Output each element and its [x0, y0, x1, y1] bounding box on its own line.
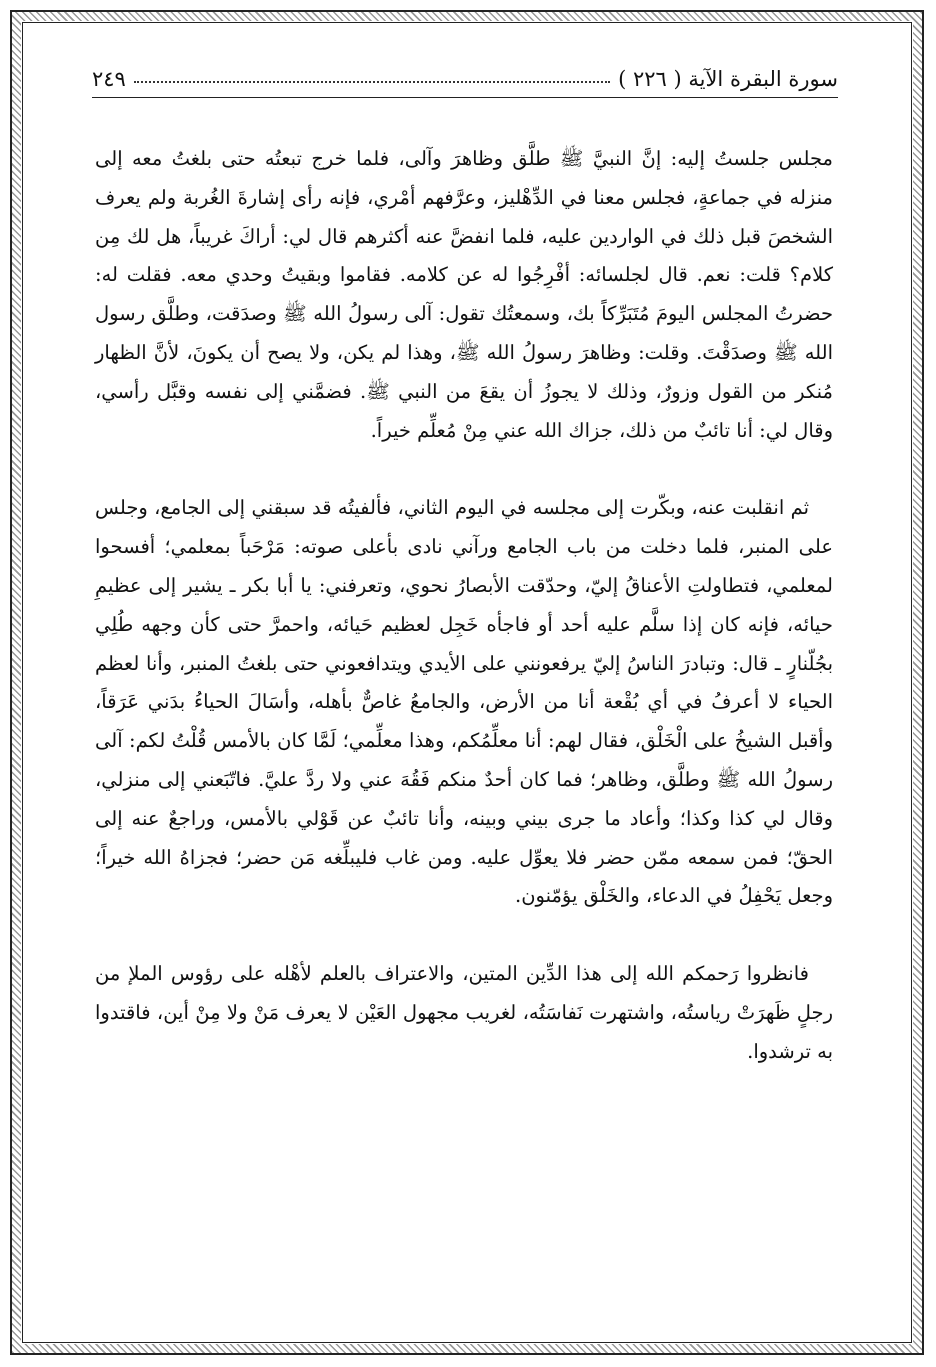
paragraph-1: مجلس جلستُ إليه: إنَّ النبيَّ ﷺ طلَّق وظاهرَ وآلى، فلما خرج تبعتُه حتى بلغتُ معه إلى منزله في جماعةٍ، فجلس معنا في الدِّهْليز، وعرَّفهم أمْري، فإنه رأى إشارةَ الغُربة ولم يعرف الشخصَ قبل ذلك في الواردين عليه، فلما انفضَّ عنه أكثرهم قال لي: أراكَ غريباً، هل لك مِن كلام؟ قلت: نعم. قال لجلسائه: أفْرِجُوا له عن كلامه. فقاموا وبقيتُ وحدي معه. فقلت له: حضرتُ المجلس اليومَ مُتَبَرِّكاً بك، وسمعتُك تقول: آلى رسولُ الله ﷺ وصدَقت، وطلَّق رسول الله ﷺ وصدَقْتَ. وقلت: وظاهرَ رسولُ الله ﷺ، وهذا لم يكن، ولا يصح أن يكونَ، لأنَّ الظهار مُنكر من القول وزورٌ، وذلك لا يجوزُ أن يقعَ من النبي ﷺ. فضمَّني إلى نفسه وقبَّل رأسي، وقال لي: أنا تائبٌ من ذلك، جزاك الله عني مِنْ مُعلِّم خيراً.	[95, 147, 833, 442]
page-body	[95, 140, 833, 1072]
header-title: سورة البقرة الآية ( ٢٢٦ )	[618, 67, 838, 91]
paragraph-3: فانظروا رَحمكم الله إلى هذا الدِّين المتين، والاعتراف بالعلم لأهْله على رؤوس الملإ من رجلٍ ظَهرَتْ رياستُه، واشتهرت نَفاسَتُه، لغريب مجهول العَيْن لا يعرف مَنْ ولا مِنْ أين، فاقتدوا به ترشدوا.	[95, 962, 833, 1063]
header-dot-leader	[134, 81, 610, 83]
running-header	[92, 58, 838, 98]
page-number: ٢٤٩	[92, 67, 126, 91]
paragraph-2: ثم انقلبت عنه، وبكّرت إلى مجلسه في اليوم الثاني، فألفيتُه قد سبقني إلى الجامع، وجلس على المنبر، فلما دخلت من باب الجامع ورآني نادى بأعلى صوته: مَرْحَباً بمعلمي؛ أفسحوا لمعلمي، فتطاولتِ الأعناقُ إليّ، وحدّقت الأبصارُ نحوي، وتعرفني: يا أبا بكر ـ يشير إلى عظيمِ حيائه، فإنه كان إذا سلَّم عليه أحد أو فاجأه خَجِل لعظيم حَيائه، واحمرَّ حتى كأن وجهه طُلِي بجُلّنارٍ ـ قال: وتبادرَ الناسُ إليّ يرفعونني على الأيدي ويتدافعوني حتى بلغتُ المنبر، وأنا لعظم الحياء لا أعرفُ في أي بُقْعة أنا من الأرض، والجامعُ غاصٌّ بأهله، وأسَالَ الحياءُ بدَني عَرَقاً، وأقبل الشيخُ على الْخَلْق، فقال لهم: أنا معلِّمُكم، وهذا معلِّمي؛ لَمَّا كان بالأمس قُلْتُ لكم: آلى رسولُ الله ﷺ وطلَّق، وظاهر؛ فما كان أحدٌ منكم فَقُهَ عني ولا ردَّ عليَّ. فاتّبَعني إلى منزلي، وقال لي كذا وكذا؛ وأعاد ما جرى بيني وبينه، وأنا تائبٌ عن قَوْلي بالأمس، وراجعٌ عنه إلى الحقّ؛ فمن سمعه ممّن حضر فلا يعوِّل عليه. ومن غاب فليبلِّغه مَن حضر؛ فجزاهُ الله خيراً؛ وجعل يَحْفِلُ في الدعاء، والخَلْق يؤمّنون.	[95, 496, 833, 908]
